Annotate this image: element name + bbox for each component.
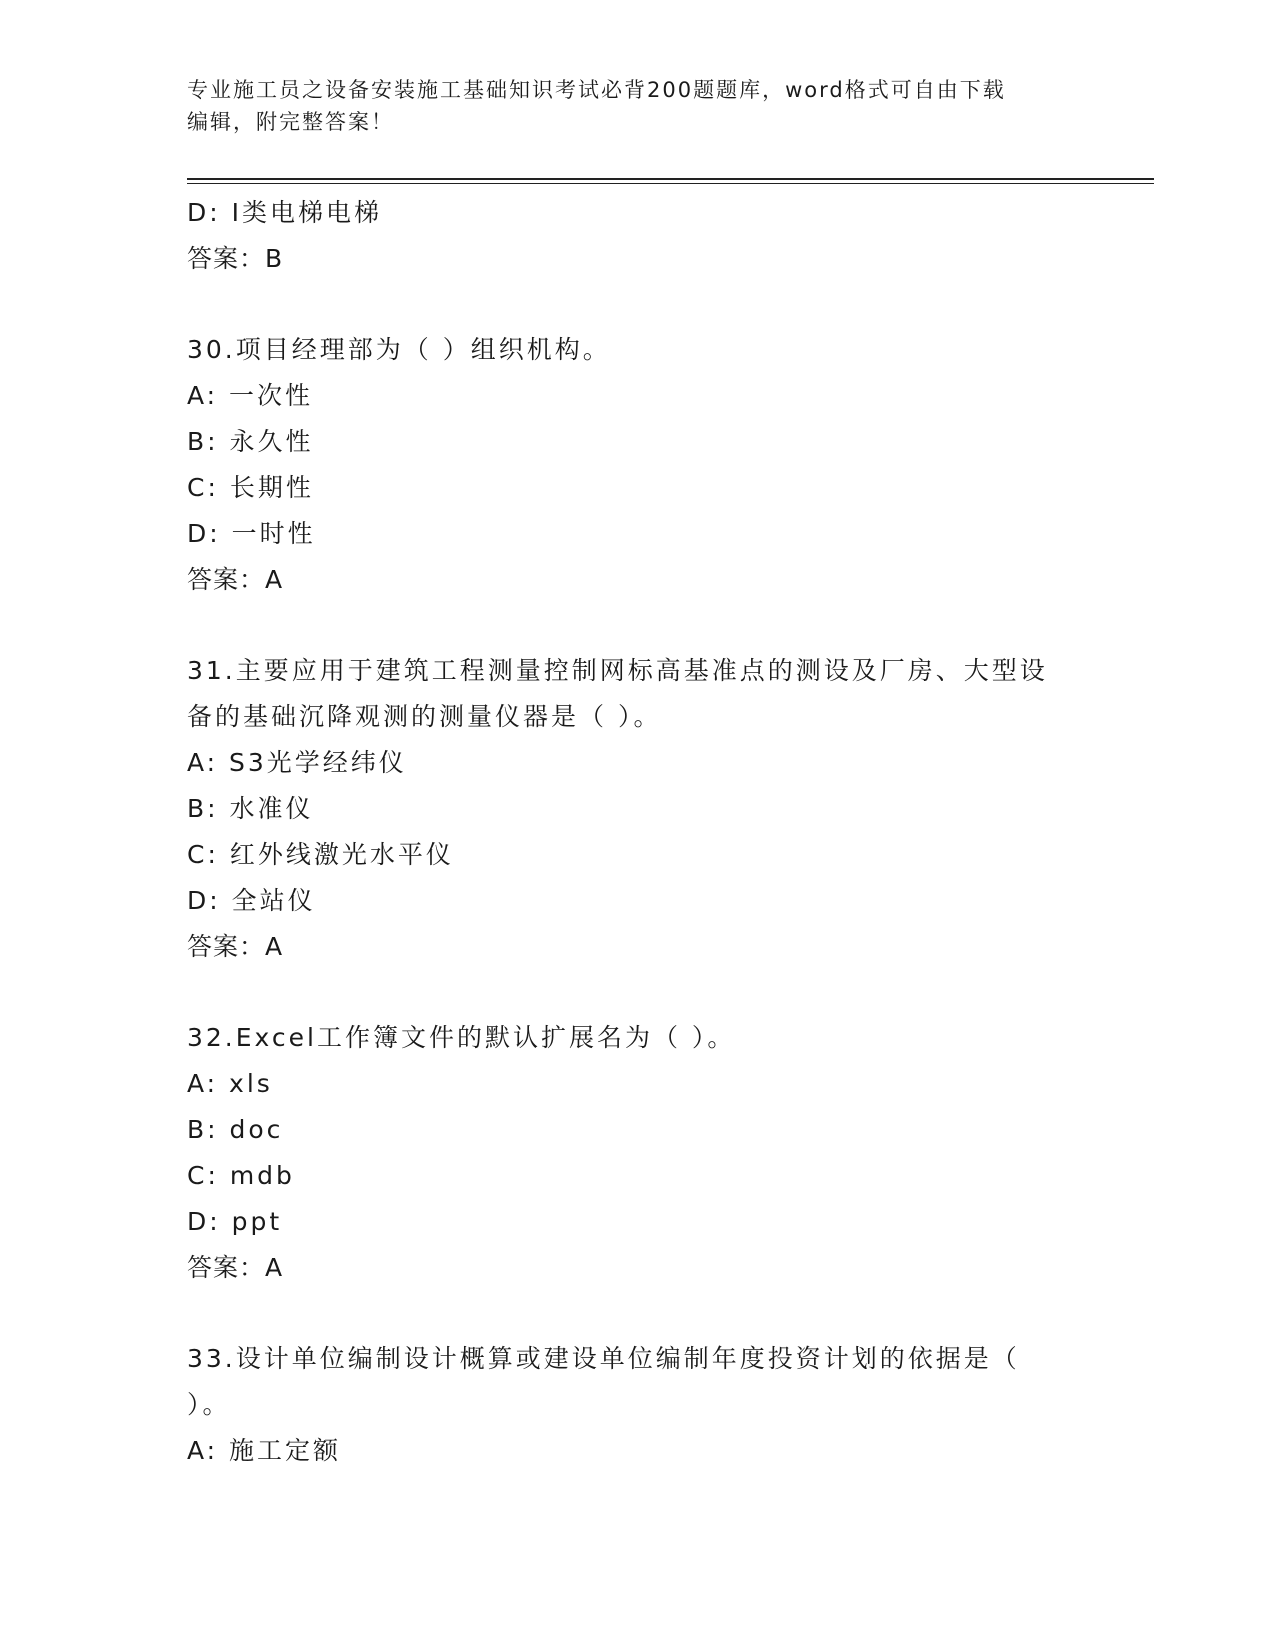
question-stem: 32.Excel工作簿文件的默认扩展名为（ ）。 — [187, 1023, 736, 1052]
option-c: C: mdb — [187, 1161, 295, 1190]
question-32 — [187, 1015, 1087, 1291]
option-b: B: 水准仪 — [187, 794, 314, 823]
option-a: A: 一次性 — [187, 381, 314, 410]
question-31 — [187, 648, 1087, 970]
carry-over-block — [187, 190, 1087, 282]
option-a: A: xls — [187, 1069, 273, 1098]
header-divider-thin — [187, 183, 1154, 184]
answer-line: 答案：A — [187, 1253, 284, 1282]
option-c: C: 红外线激光水平仪 — [187, 840, 454, 869]
question-stem: 30.项目经理部为（ ）组织机构。 — [187, 335, 611, 364]
question-stem-continued: ）。 — [187, 1390, 231, 1419]
question-stem-continued: 备的基础沉降观测的测量仪器是（ ）。 — [187, 702, 662, 731]
answer-line: 答案：A — [187, 565, 284, 594]
option-d: D: ppt — [187, 1207, 283, 1236]
option-a: A: S3光学经纬仪 — [187, 748, 407, 777]
document-header — [187, 74, 1087, 138]
answer-line: 答案：A — [187, 932, 284, 961]
question-30 — [187, 327, 1087, 603]
header-divider-thick — [187, 178, 1154, 180]
option-a: A: 施工定额 — [187, 1436, 342, 1465]
question-stem: 31.主要应用于建筑工程测量控制网标高基准点的测设及厂房、大型设 — [187, 656, 1048, 685]
answer-line: 答案：B — [187, 244, 284, 273]
option-b: B: doc — [187, 1115, 284, 1144]
option-d: D: 一时性 — [187, 519, 316, 548]
option-d: D: 全站仪 — [187, 886, 316, 915]
question-33 — [187, 1336, 1087, 1474]
question-stem: 33.设计单位编制设计概算或建设单位编制年度投资计划的依据是（ — [187, 1344, 1020, 1373]
option-c: C: 长期性 — [187, 473, 314, 502]
question-list — [187, 190, 1087, 1474]
header-title-line-1: 专业施工员之设备安装施工基础知识考试必背200题题库，word格式可自由下载 — [187, 78, 1006, 102]
option-d: D: Ⅰ类电梯电梯 — [187, 198, 382, 227]
header-title-line-2: 编辑，附完整答案！ — [187, 110, 394, 134]
option-b: B: 永久性 — [187, 427, 314, 456]
